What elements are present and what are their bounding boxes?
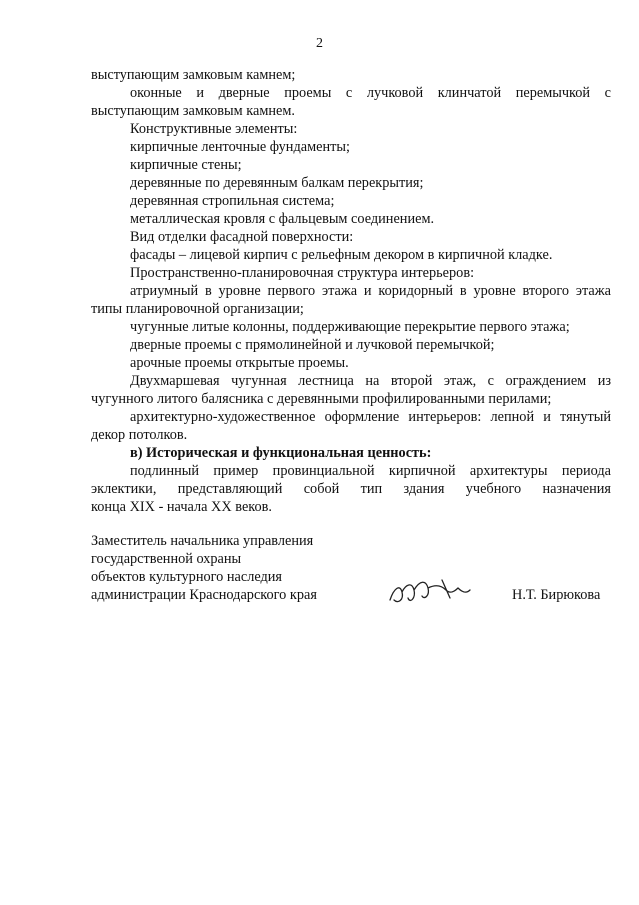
signatory-title-line: государственной охраны <box>91 551 242 567</box>
body-line: Двухмаршевая чугунная лестница на второй этаж, с ограждением из <box>130 373 611 389</box>
body-line: дверные проемы с прямолинейной и лучковой перемычкой; <box>130 337 495 353</box>
body-line: архитектурно-художественное оформление интерьеров: лепной и тянутый <box>130 409 611 425</box>
signatory-name: Н.Т. Бирюкова <box>512 587 601 603</box>
body-line: конца XIX - начала XX веков. <box>91 499 272 515</box>
body-line: Пространственно-планировочная структура интерьеров: <box>130 265 475 281</box>
body-line: подлинный пример провинциальной кирпичной архитектуры периода <box>130 463 611 479</box>
body-line: Вид отделки фасадной поверхности: <box>130 229 354 245</box>
body-line: типы планировочной организации; <box>91 301 304 317</box>
body-line: металлическая кровля с фальцевым соединением. <box>130 211 435 227</box>
page-number: 2 <box>316 36 323 51</box>
body-line: деревянная стропильная система; <box>130 193 335 209</box>
body-line: чугунные литые колонны, поддерживающие перекрытие первого этажа; <box>130 319 570 335</box>
body-line: атриумный в уровне первого этажа и коридорный в уровне второго этажа <box>130 283 611 299</box>
body-line: чугунного литого балясника с деревянными профилированными перилами; <box>91 391 552 407</box>
body-line: оконные и дверные проемы с лучковой клинчатой перемычкой с <box>130 85 611 101</box>
handwritten-signature <box>384 570 472 610</box>
body-line: декор потолков. <box>91 427 188 443</box>
section-heading: в) Историческая и функциональная ценность: <box>130 445 432 461</box>
body-line: эклектики, представляющий собой тип здания учебного назначения <box>91 481 611 497</box>
signatory-title-line: администрации Краснодарского края <box>91 587 317 603</box>
body-line: кирпичные стены; <box>130 157 242 173</box>
body-line: фасады – лицевой кирпич с рельефным декором в кирпичной кладке. <box>130 247 553 263</box>
body-line: Конструктивные элементы: <box>130 121 298 137</box>
body-line: деревянные по деревянным балкам перекрытия; <box>130 175 424 191</box>
body-line: кирпичные ленточные фундаменты; <box>130 139 350 155</box>
body-line: арочные проемы открытые проемы. <box>130 355 349 371</box>
signatory-title-line: Заместитель начальника управления <box>91 533 314 549</box>
signatory-title-line: объектов культурного наследия <box>91 569 282 585</box>
body-line: выступающим замковым камнем; <box>91 67 296 83</box>
body-line: выступающим замковым камнем. <box>91 103 295 119</box>
